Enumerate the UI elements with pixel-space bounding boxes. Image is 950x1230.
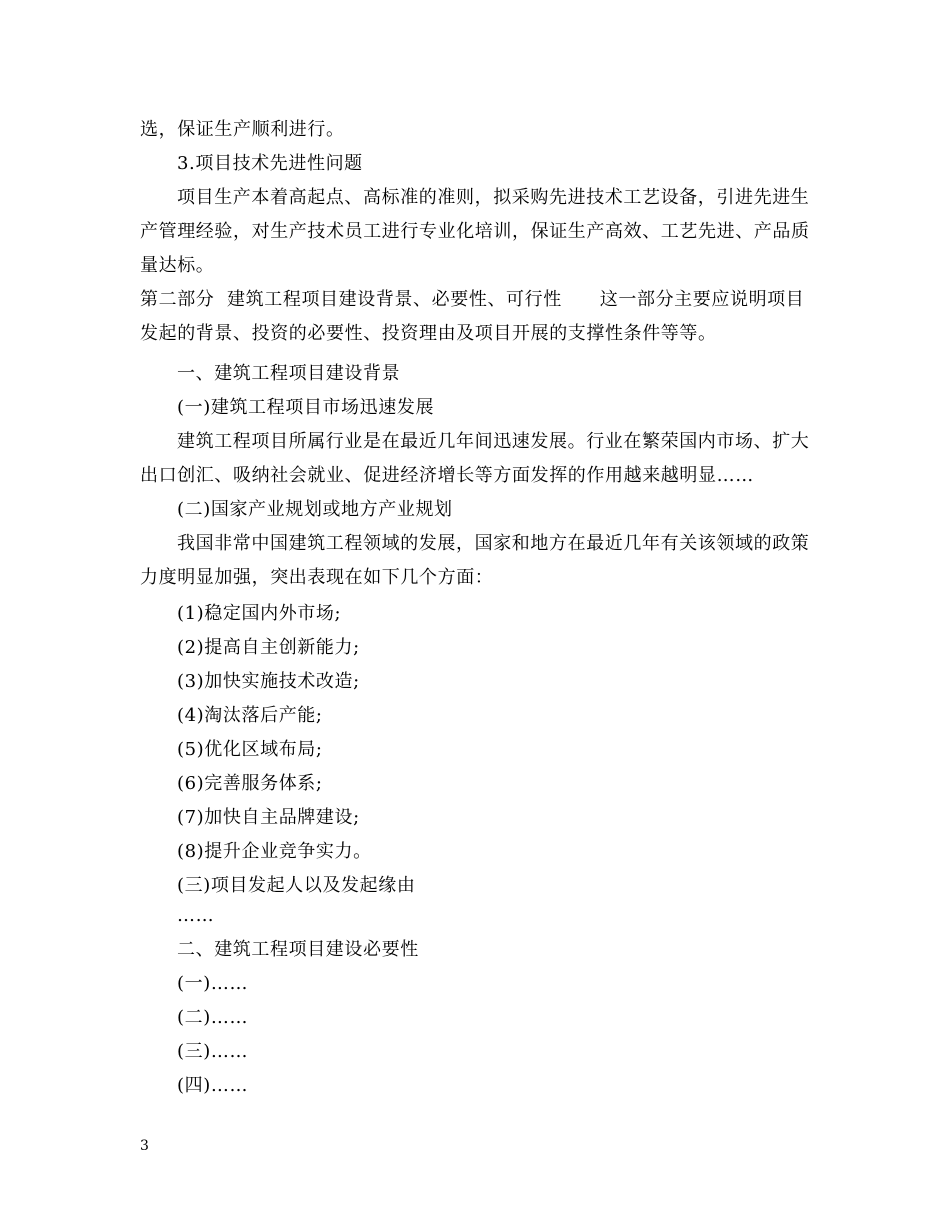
paragraph-line: 量达标。 bbox=[140, 255, 215, 276]
page-number: 3 bbox=[140, 1138, 149, 1154]
section-heading: 3.项目技术先进性问题 bbox=[177, 153, 363, 174]
list-item: (4)淘汰落后产能; bbox=[177, 705, 323, 726]
list-item: (二)…… bbox=[177, 1007, 249, 1028]
list-item: (5)优化区域布局; bbox=[177, 739, 323, 760]
paragraph-line: 项目生产本着高起点、高标准的准则，拟采购先进技术工艺设备，引进先进生 bbox=[177, 187, 810, 208]
list-item: (四)…… bbox=[177, 1075, 249, 1096]
paragraph-line: 发起的背景、投资的必要性、投资理由及项目开展的支撑性条件等等。 bbox=[140, 323, 717, 344]
paragraph-line: 力度明显加强，突出表现在如下几个方面： bbox=[140, 567, 494, 588]
list-item: (1)稳定国内外市场; bbox=[177, 603, 342, 624]
part-heading: 第二部分 建筑工程项目建设背景、必要性、可行性 这一部分主要应说明项目 bbox=[140, 289, 805, 310]
text-line: 选，保证生产顺利进行。 bbox=[140, 119, 345, 140]
subsection-heading: (二)国家产业规划或地方产业规划 bbox=[177, 499, 453, 520]
paragraph-line: 我国非常中国建筑工程领域的发展，国家和地方在最近几年有关该领域的政策 bbox=[177, 533, 810, 554]
list-item: (三)…… bbox=[177, 1041, 249, 1062]
subsection-heading: (一)建筑工程项目市场迅速发展 bbox=[177, 397, 435, 418]
paragraph-line: 出口创汇、吸纳社会就业、促进经济增长等方面发挥的作用越来越明显…… bbox=[140, 465, 754, 486]
list-item: (2)提高自主创新能力; bbox=[177, 637, 360, 658]
ellipsis-line: …… bbox=[177, 905, 215, 926]
list-item: (8)提升企业竞争实力。 bbox=[177, 841, 372, 862]
list-item: (3)加快实施技术改造; bbox=[177, 671, 360, 692]
subsection-heading: (三)项目发起人以及发起缘由 bbox=[177, 875, 416, 896]
list-item: (一)…… bbox=[177, 973, 249, 994]
paragraph-line: 建筑工程项目所属行业是在最近几年间迅速发展。行业在繁荣国内市场、扩大 bbox=[177, 431, 810, 452]
list-item: (6)完善服务体系; bbox=[177, 773, 323, 794]
list-item: (7)加快自主品牌建设; bbox=[177, 807, 360, 828]
section-heading: 一、建筑工程项目建设背景 bbox=[177, 363, 401, 384]
section-heading: 二、建筑工程项目建设必要性 bbox=[177, 939, 419, 960]
paragraph-line: 产管理经验，对生产技术员工进行专业化培训，保证生产高效、工艺先进、产品质 bbox=[140, 221, 810, 242]
